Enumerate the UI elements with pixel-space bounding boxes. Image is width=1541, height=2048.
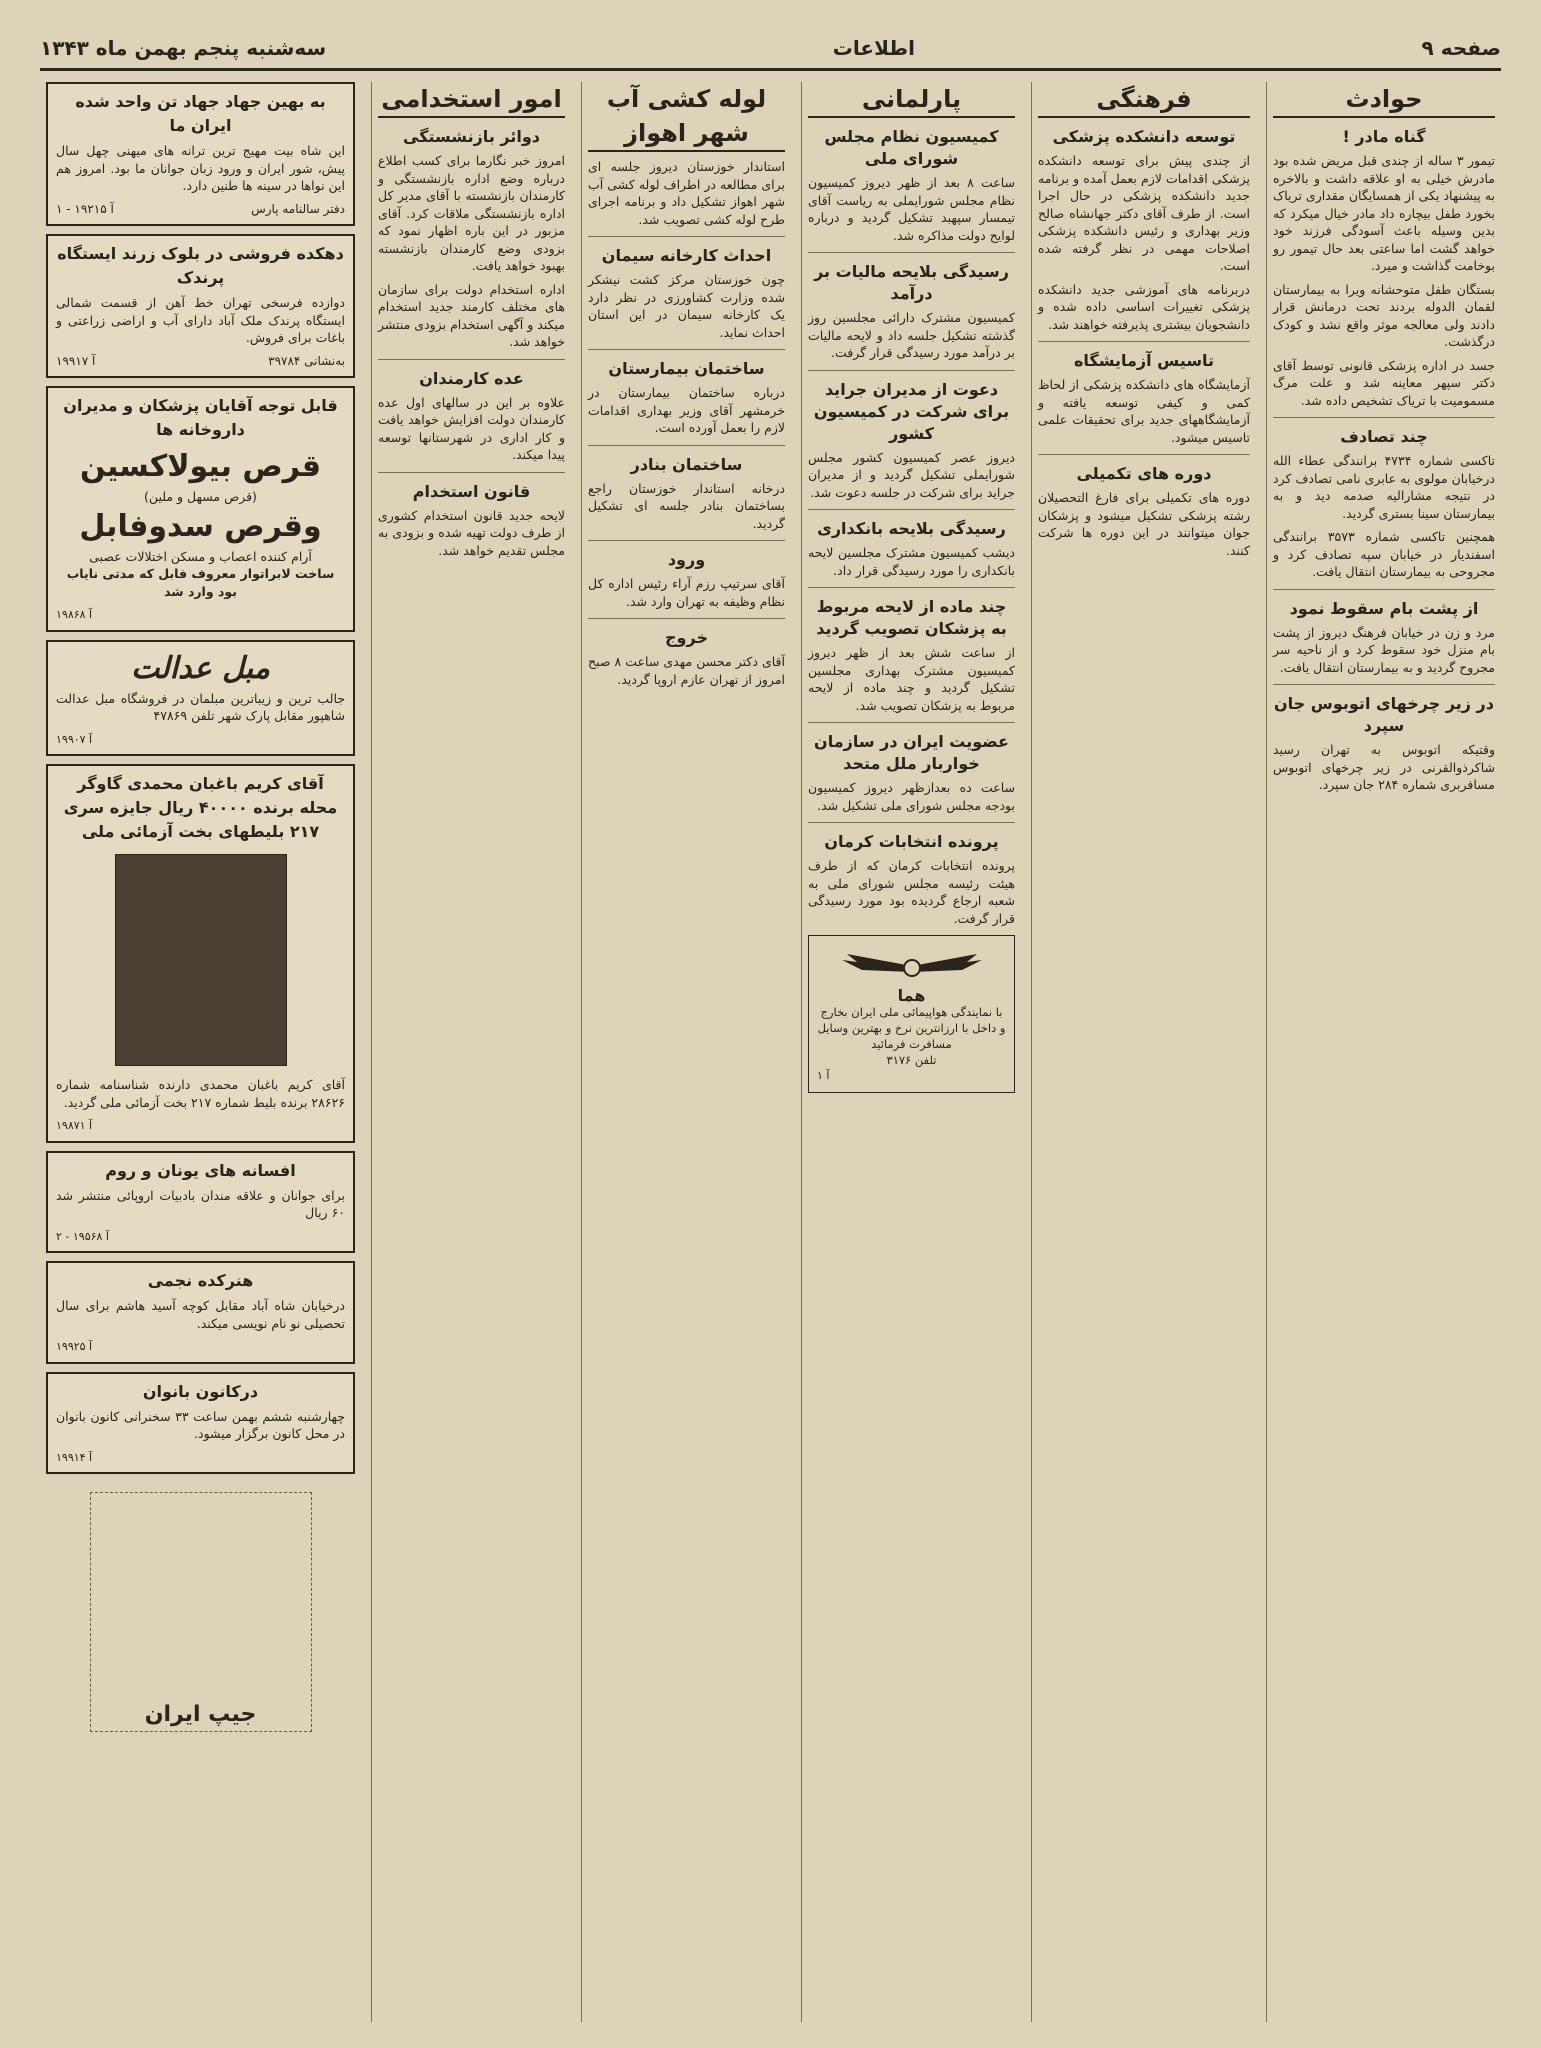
ad-note: (قرص مسهل و ملین) (144, 489, 257, 504)
ad-jeep-brand: جیپ ایران (144, 1701, 257, 1727)
article-title: عده کارمندان (419, 368, 524, 388)
ad-pharmacy (46, 386, 355, 632)
divider (1273, 417, 1495, 418)
article-text: ساعت ده بعدازظهر دیروز کمیسیون بودجه مجلس شورای ملی تشکیل شد. (808, 780, 1015, 813)
article-text: علاوه بر این در سالهای اول عده کارمندان دولت افزایش خواهد یافت و کار اداری در شهرستانها توسعه پیدا میکند. (378, 394, 565, 462)
ad-code: آ ۱۹۵۶۸ - ۲ (56, 1229, 109, 1243)
ad-text: ساخت لابراتوار معروف فابل که مدتی نایاب بود وارد شد (66, 566, 335, 599)
airline-logo (817, 944, 1006, 988)
article-title: ورود (667, 550, 706, 569)
divider (588, 349, 785, 350)
divider (1273, 589, 1495, 590)
column-head: فرهنگی (1038, 82, 1250, 118)
divider (588, 445, 785, 446)
article-title: دوره های تکمیلی (1076, 464, 1212, 483)
ad-text: درخیابان شاه آباد مقابل کوچه آسید هاشم برای سال تحصیلی نو نام نویسی میکند. (56, 1298, 345, 1331)
column-water (581, 82, 791, 2022)
article-text: آقای دکتر محسن مهدی ساعت ۸ صبح امروز از تهران عازم اروپا گردید. (588, 654, 785, 687)
article-title: ساختمان بنادر (630, 454, 743, 474)
ad-jeep-sketch (90, 1492, 312, 1732)
article-text: همچنین تاکسی شماره ۳۵۷۳ برانندگی اسفندیار در خیابان سپه تصادف کرد و مجروحی به بیمارستان انتقال یافت. (1273, 529, 1495, 579)
divider (808, 370, 1015, 371)
article-title: خروج (665, 628, 708, 647)
divider (808, 587, 1015, 588)
ad-text: دوازده فرسخی تهران خط آهن از قسمت شمالی ایستگاه پرندک ملک آباد دارای آب و اراضی زراعتی و باغات برای فروش. (56, 295, 345, 345)
ad-head: درکانون بانوان (142, 1381, 259, 1401)
paper-name: اطلاعات (832, 36, 915, 60)
ad-head: دهکده فروشی در بلوک زرند ایستگاه پرندک (57, 244, 344, 287)
ad-head: افسانه های یونان و روم (105, 1160, 296, 1180)
divider (808, 722, 1015, 723)
ad-school (46, 1261, 355, 1364)
ad-head: به بهین جهاد جهاد تن واحد شده ایران ما (75, 92, 326, 135)
column-head: پارلمانی (808, 82, 1015, 118)
ad-text: چهارشنبه ششم بهمن ساعت ۳۳ سخنرانی کانون بانوان در محل کانون برگزار میشود. (56, 1408, 345, 1441)
ad-head: هنرکده نجمی (147, 1271, 254, 1290)
airline-text: با نمایندگی هواپیمائی ملی ایران بخارج و داخل با ارزانترین نرخ و بهترین وسایل مسافرت فرمائید (817, 1005, 1006, 1051)
article-text: وقتیکه اتوبوس به تهران رسید شاکرذوالقرنی در زیر چرخهای اتوبوس مسافربری شماره ۲۸۴ جان سپرد. (1273, 742, 1495, 792)
article-text: لایحه جدید قانون استخدام کشوری از طرف دولت تهیه شده و بزودی به مجلس تقدیم خواهد شد. (378, 507, 565, 558)
ad-text: برای جوانان و علاقه مندان بادبیات اروپائی منتشر شد ۶۰ ریال (56, 1187, 345, 1220)
ad-stack (46, 1151, 355, 1483)
ad-code: آ ۱۹۹۰۷ (56, 732, 93, 746)
article-title: رسیدگی بلایحه بانکداری (817, 519, 1006, 538)
divider (1273, 684, 1495, 685)
ad-office: دفتر سالنامه پارس (251, 201, 345, 216)
ad-head: آقای کریم باغبان محمدی گاوگر محله برنده ۴۰۰۰۰ ریال جایزه سری ۲۱۷ بلیطهای بخت آزمائی ملی (63, 774, 338, 841)
column-culture (1031, 82, 1256, 2022)
ad-code: آ ۱۹۹۱۴ (56, 1450, 93, 1464)
article-title: عضویت ایران در سازمان خواربار ملل متحد (814, 732, 1009, 773)
article-title: از پشت بام سقوط نمود (1289, 598, 1479, 618)
article-text: کمیسیون مشترک دارائی مجلسین روز گذشته تشکیل جلسه داد و لایحه مالیات بر درآمد مورد رسیدگی قرار گرفت. (808, 310, 1015, 360)
ad-book (46, 1151, 355, 1254)
page-number: صفحه ۹ (1421, 36, 1501, 60)
wings-icon (837, 946, 987, 986)
article-title: احداث کارخانه سیمان (601, 246, 772, 265)
ad-phone: به‌نشانی ۳۹۷۸۴ (268, 353, 345, 368)
article-text: درخانه استاندار خوزستان راجع بساختمان بنادر جلسه ای تشکیل گردید. (588, 480, 785, 531)
winner-photo (115, 854, 287, 1066)
ad-village-sale (46, 234, 355, 378)
ad-text: آقای کریم باغبان محمدی دارنده شناسنامه شماره ۲۸۶۲۶ برنده بلیط شماره ۲۱۷ بخت آزمائی ملی گردید. (56, 1077, 345, 1110)
ad-foot (56, 353, 345, 371)
issue-date: سه‌شنبه پنجم بهمن ماه ۱۳۴۳ (40, 36, 327, 60)
divider (378, 359, 565, 360)
divider (588, 540, 785, 541)
divider (378, 472, 565, 473)
masthead (40, 28, 1501, 71)
ad-code: آ ۱۹۹۲۵ (56, 1340, 93, 1353)
ad-furniture (46, 640, 355, 757)
divider (1038, 341, 1250, 342)
article-text: آزمایشگاه های دانشکده پزشکی از لحاظ کمی و کیفی توسعه یافته و آزمایشگاههای جدید برای تحقیقات علمی تاسیس میشود. (1038, 377, 1250, 445)
article-title: در زیر چرخهای اتوبوس جان سپرد (1274, 694, 1494, 735)
ad-product: قرص بیولاکسین (80, 449, 321, 484)
article-text: تیمور ۳ ساله از چندی قبل مریض شده بود مادرش خیلی به او علاقه داشت و بالاخره به پیشنهاد یکی از همسایگان مقداری تریاک بخورد طفل بیچاره داد مادر خیال میکرد که بدین وسیله باعث آسودگی فرزند خود خواهد گشت اما ساعتی بعد حال تیمور رو بوخامت گذاشت و میرد. (1273, 153, 1495, 273)
ad-text: جالب ترین و زیباترین مبلمان در فروشگاه مبل عدالت شاهپور مقابل پارک شهر تلفن ۴۷۸۶۹ (56, 690, 345, 723)
article-text: چون خوزستان مرکز کشت نیشکر شده وزارت کشاورزی در نظر دارد یک کارخانه سیمان در این استان احداث نماید. (588, 272, 785, 340)
ad-code: آ ۱۹۸۷۱ (56, 1119, 93, 1132)
ad-head: قابل توجه آقایان پزشکان و مدیران داروخانه ها (63, 396, 338, 439)
article-text: از ساعت شش بعد از ظهر دیروز کمیسیون مشترک بهداری مجلسین تشکیل گردید و چند ماده از لایحه مربوط به پزشکان تصویب شد. (808, 645, 1015, 713)
divider (1038, 454, 1250, 455)
ad-lottery-winner (46, 764, 355, 1143)
column-employment (371, 82, 571, 2022)
ad-code: آ ۱۹۹۱۷ (56, 353, 96, 368)
article-title: چند تصادف (1340, 427, 1428, 446)
divider (808, 509, 1015, 510)
article-title: قانون استخدام (412, 481, 531, 501)
ad-note: آرام کننده اعصاب و مسکن اختلالات عصبی (89, 548, 312, 564)
column-head: لوله کشی آب شهر اهواز (588, 82, 785, 152)
article-text: درباره ساختمان بیمارستان در خرمشهر آقای وزیر بهداری اقدامات لازم را بعمل آورده است. (588, 385, 785, 435)
article-title: توسعه دانشکده پزشکی (1052, 127, 1236, 146)
article-text: اداره استخدام دولت برای سازمان های مختلف کارمند جدید استخدام میکند و آگهی استخدام بزودی منتشر خواهد شد. (378, 281, 565, 349)
article-text: امروز خبر نگارما برای کسب اطلاع درباره وضع اداره بازنشستگی و کارمندان بازنشسته با آقای مدیر کل اداره بازنشستگی ملاقات کرد. آقای مزبور در این باره اظهار نمود که بزودی وضع کارمندان بازنشسته بهبود خواهد یافت. (378, 153, 565, 273)
airline-brand: هما (897, 986, 926, 1005)
article-text: پرونده انتخابات کرمان که از طرف هیئت رئیسه مجلس شورای ملی به شعبه ارجاع گردیده بود مورد رسیدگی قرار گرفت. (808, 858, 1015, 926)
article-text: مرد و زن در خیابان فرهنگ دیروز از پشت بام منزل خود سقوط کرد و از ناحیه سر مجروح گردید و به بیمارستان انتقال یافت. (1273, 624, 1495, 675)
article-title: رسیدگی بلایحه مالیات بر درآمد (814, 262, 1009, 303)
divider (808, 252, 1015, 253)
article-text: بستگان طفل متوحشانه ویرا به بیمارستان لقمان الدوله بردند تحت درمانش قرار دادند ولی معالجه موثر واقع نشد و کودک درگذشت. (1273, 281, 1495, 349)
article-title: چند ماده از لایحه مربوط به پزشکان تصویب گردید (816, 597, 1007, 638)
ad-bottom-row (46, 1151, 355, 1483)
article-title: دوائر بازنشستگی (403, 127, 540, 146)
divider (808, 822, 1015, 823)
ad-code: آ ۱۹۸۶۸ (56, 608, 93, 621)
article-title: دعوت از مدیران جراید برای شرکت در کمیسیون کشور (813, 379, 1010, 443)
divider (588, 236, 785, 237)
column-incidents (1266, 82, 1501, 2022)
article-text: آقای سرتیپ رزم آراء رئیس اداره کل نظام وظیفه به تهران وارد شد. (588, 576, 785, 609)
ad-women-center (46, 1372, 355, 1475)
article-title: تاسیس آزمایشگاه (1073, 351, 1215, 370)
column-ads (40, 82, 361, 2022)
article-text: دوره های تکمیلی برای فارغ التحصیلان رشته پزشکی تشکیل میشود و پزشکان جوان میتوانند در این دوره ها شرکت کنند. (1038, 490, 1250, 558)
article-text: دیشب کمیسیون مشترک مجلسین لایحه بانکداری را مورد رسیدگی قرار داد. (808, 545, 1015, 578)
ad-foot (56, 201, 345, 219)
article-title: ساختمان بیمارستان (608, 359, 765, 378)
column-head: حوادث (1273, 82, 1495, 118)
divider (588, 618, 785, 619)
column-head: امور استخدامی (378, 82, 565, 118)
article-text: دربرنامه های آموزشی جدید دانشکده پزشکی تغییرات اساسی داده شده و دانشجویان بیشتری پذیرفته خواهند شد. (1038, 281, 1250, 332)
article-text: ساعت ۸ بعد از ظهر دیروز کمیسیون نظام مجلس شورایملی به ریاست آقای تیمسار سپهبد تشکیل گردید و درباره لوایح دولت مذاکره شد. (808, 175, 1015, 243)
airline-phone: تلفن ۳۱۷۶ (886, 1053, 937, 1067)
article-text: دیروز عصر کمیسیون کشور مجلس شورایملی تشکیل گردید و از مدیران جراید برای شرکت در جلسه دعوت شد. (808, 449, 1015, 500)
ad-brand: مبل عدالت (131, 650, 270, 686)
ad-text: این شاه بیت مهیج ترین ترانه های میهنی چهل سال پیش، شور ایران و ورود زبان جوانان ما بود. امروز هم این نواها در سینه ها طنین دارد. (56, 143, 345, 193)
article-text: جسد در اداره پزشکی قانونی توسط آقای دکتر سپهر معاینه شد و علت مرگ مسمومیت با تریاک تشخیص داده شد. (1273, 357, 1495, 408)
article-text: استاندار خوزستان دیروز جلسه ای برای مطالعه در اطراف لوله کشی آب شهر اهواز تشکیل داد و برنامه اجرای طرح لوله کشی تصویب شد. (588, 159, 785, 227)
article-text: تاکسی شماره ۴۷۳۴ برانندگی عطاء الله درخیابان مولوی به عابری نامی تصادف کرد در نتیجه مشارالیه صدمه دید و به بیمارستان سینا بستری گردید. (1273, 453, 1495, 521)
ad-product: وقرص سدوفابل (79, 508, 322, 544)
article-title: گناه مادر ! (1342, 127, 1426, 146)
ad-poem (46, 82, 355, 226)
ad-code: آ ۱ (817, 1069, 830, 1082)
article-text: از چندی پیش برای توسعه دانشکده پزشکی اقدامات لازم بعمل آمده و برنامه جدید دانشکده پزشکی در حال اجرا است. از طرف آقای دکتر جهانشاه صالح وزیر بهداری و رئیس دانشکده پزشکی اصلاحات مهمی در نظر گرفته شده است. (1038, 153, 1250, 273)
airline-ad (808, 935, 1015, 1093)
ad-code: آ ۱۹۲۱۵ - ۱ (56, 201, 114, 216)
article-title: کمیسیون نظام مجلس شورای ملی (824, 127, 999, 168)
column-parliament (801, 82, 1021, 2022)
article-title: پرونده انتخابات کرمان (824, 832, 999, 851)
